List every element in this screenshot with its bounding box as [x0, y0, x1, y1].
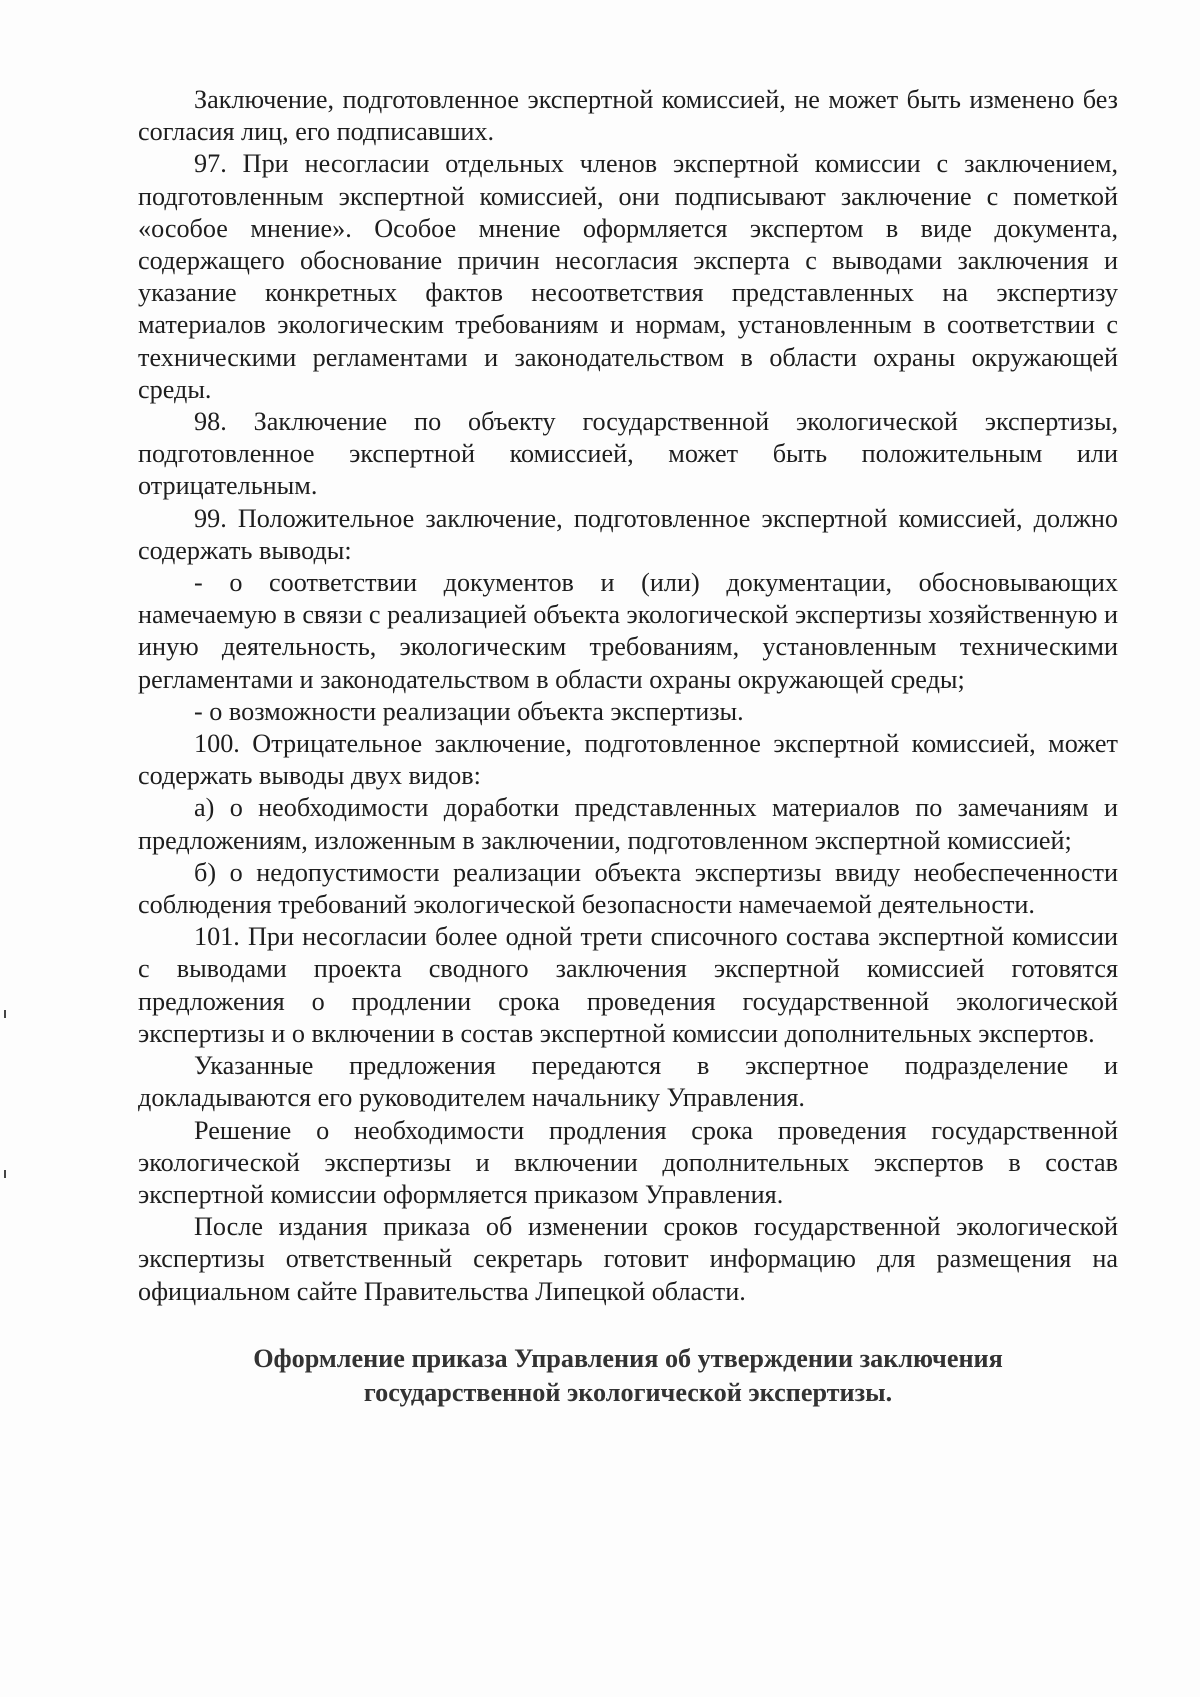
list-item: - о соответствии документов и (или) документации, обосновывающих намечаемую в связи с реализацией объекта экологической экспертизы хозяйственную и иную деятельность, экологическим требованиям, установленным техническими регламентами и законодательством в области охраны окружающей среды; [138, 568, 1118, 694]
paragraph-97: 97. При несогласии отдельных членов экспертной комиссии с заключением, подготовленным экспертной комиссией, они подписывают заключение с пометкой «особое мнение». Особое мнение оформляется экспертом в виде документа, содержащего обоснование причин несогласия эксперта с выводами заключения и указание конкретных фактов несоответствия представленных на экспертизу материалов экологическим требованиям и нормам, установленным в соответствии с техническими регламентами и законодательством в области охраны окружающей среды. [138, 149, 1118, 404]
paragraph: Указанные предложения передаются в экспертное подразделение и докладываются его руководителем начальнику Управления. [138, 1051, 1118, 1113]
paragraph: Заключение, подготовленное экспертной комиссией, не может быть изменено без согласия лиц, его подписавших. [138, 85, 1118, 147]
paragraph: После издания приказа об изменении сроков государственной экологической экспертизы ответственный секретарь готовит информацию для размещения на официальном сайте Правительства Липецкой области. [138, 1212, 1118, 1306]
scan-edge-mark [4, 1010, 6, 1018]
section-heading [138, 1342, 1118, 1410]
list-item: а) о необходимости доработки представленных материалов по замечаниям и предложениям, изложенным в заключении, подготовленном экспертной комиссией; [138, 793, 1118, 855]
section-heading-line: государственной экологической экспертизы. [363, 1377, 893, 1407]
paragraph-100: 100. Отрицательное заключение, подготовленное экспертной комиссией, может содержать выводы двух видов: [138, 729, 1118, 791]
section-heading-line: Оформление приказа Управления об утверждении заключения [253, 1343, 1003, 1373]
paragraph-98: 98. Заключение по объекту государственной экологической экспертизы, подготовленное экспертной комиссией, может быть положительным или отрицательным. [138, 407, 1118, 501]
paragraph-101: 101. При несогласии более одной трети списочного состава экспертной комиссии с выводами проекта сводного заключения экспертной комиссией готовятся предложения о продлении срока проведения государственной экологической экспертизы и о включении в состав экспертной комиссии дополнительных экспертов. [138, 922, 1118, 1048]
paragraph-99: 99. Положительное заключение, подготовленное экспертной комиссией, должно содержать выводы: [138, 503, 1118, 565]
paragraph: Решение о необходимости продления срока проведения государственной экологической экспертизы и включении дополнительных экспертов в состав экспертной комиссии оформляется приказом Управления. [138, 1115, 1118, 1209]
list-item: б) о недопустимости реализации объекта экспертизы ввиду необеспеченности соблюдения требований экологической безопасности намечаемой деятельности. [138, 857, 1118, 920]
scan-edge-mark [4, 1170, 6, 1178]
document-body [138, 84, 1118, 1410]
list-item: - о возможности реализации объекта экспертизы. [194, 696, 744, 726]
